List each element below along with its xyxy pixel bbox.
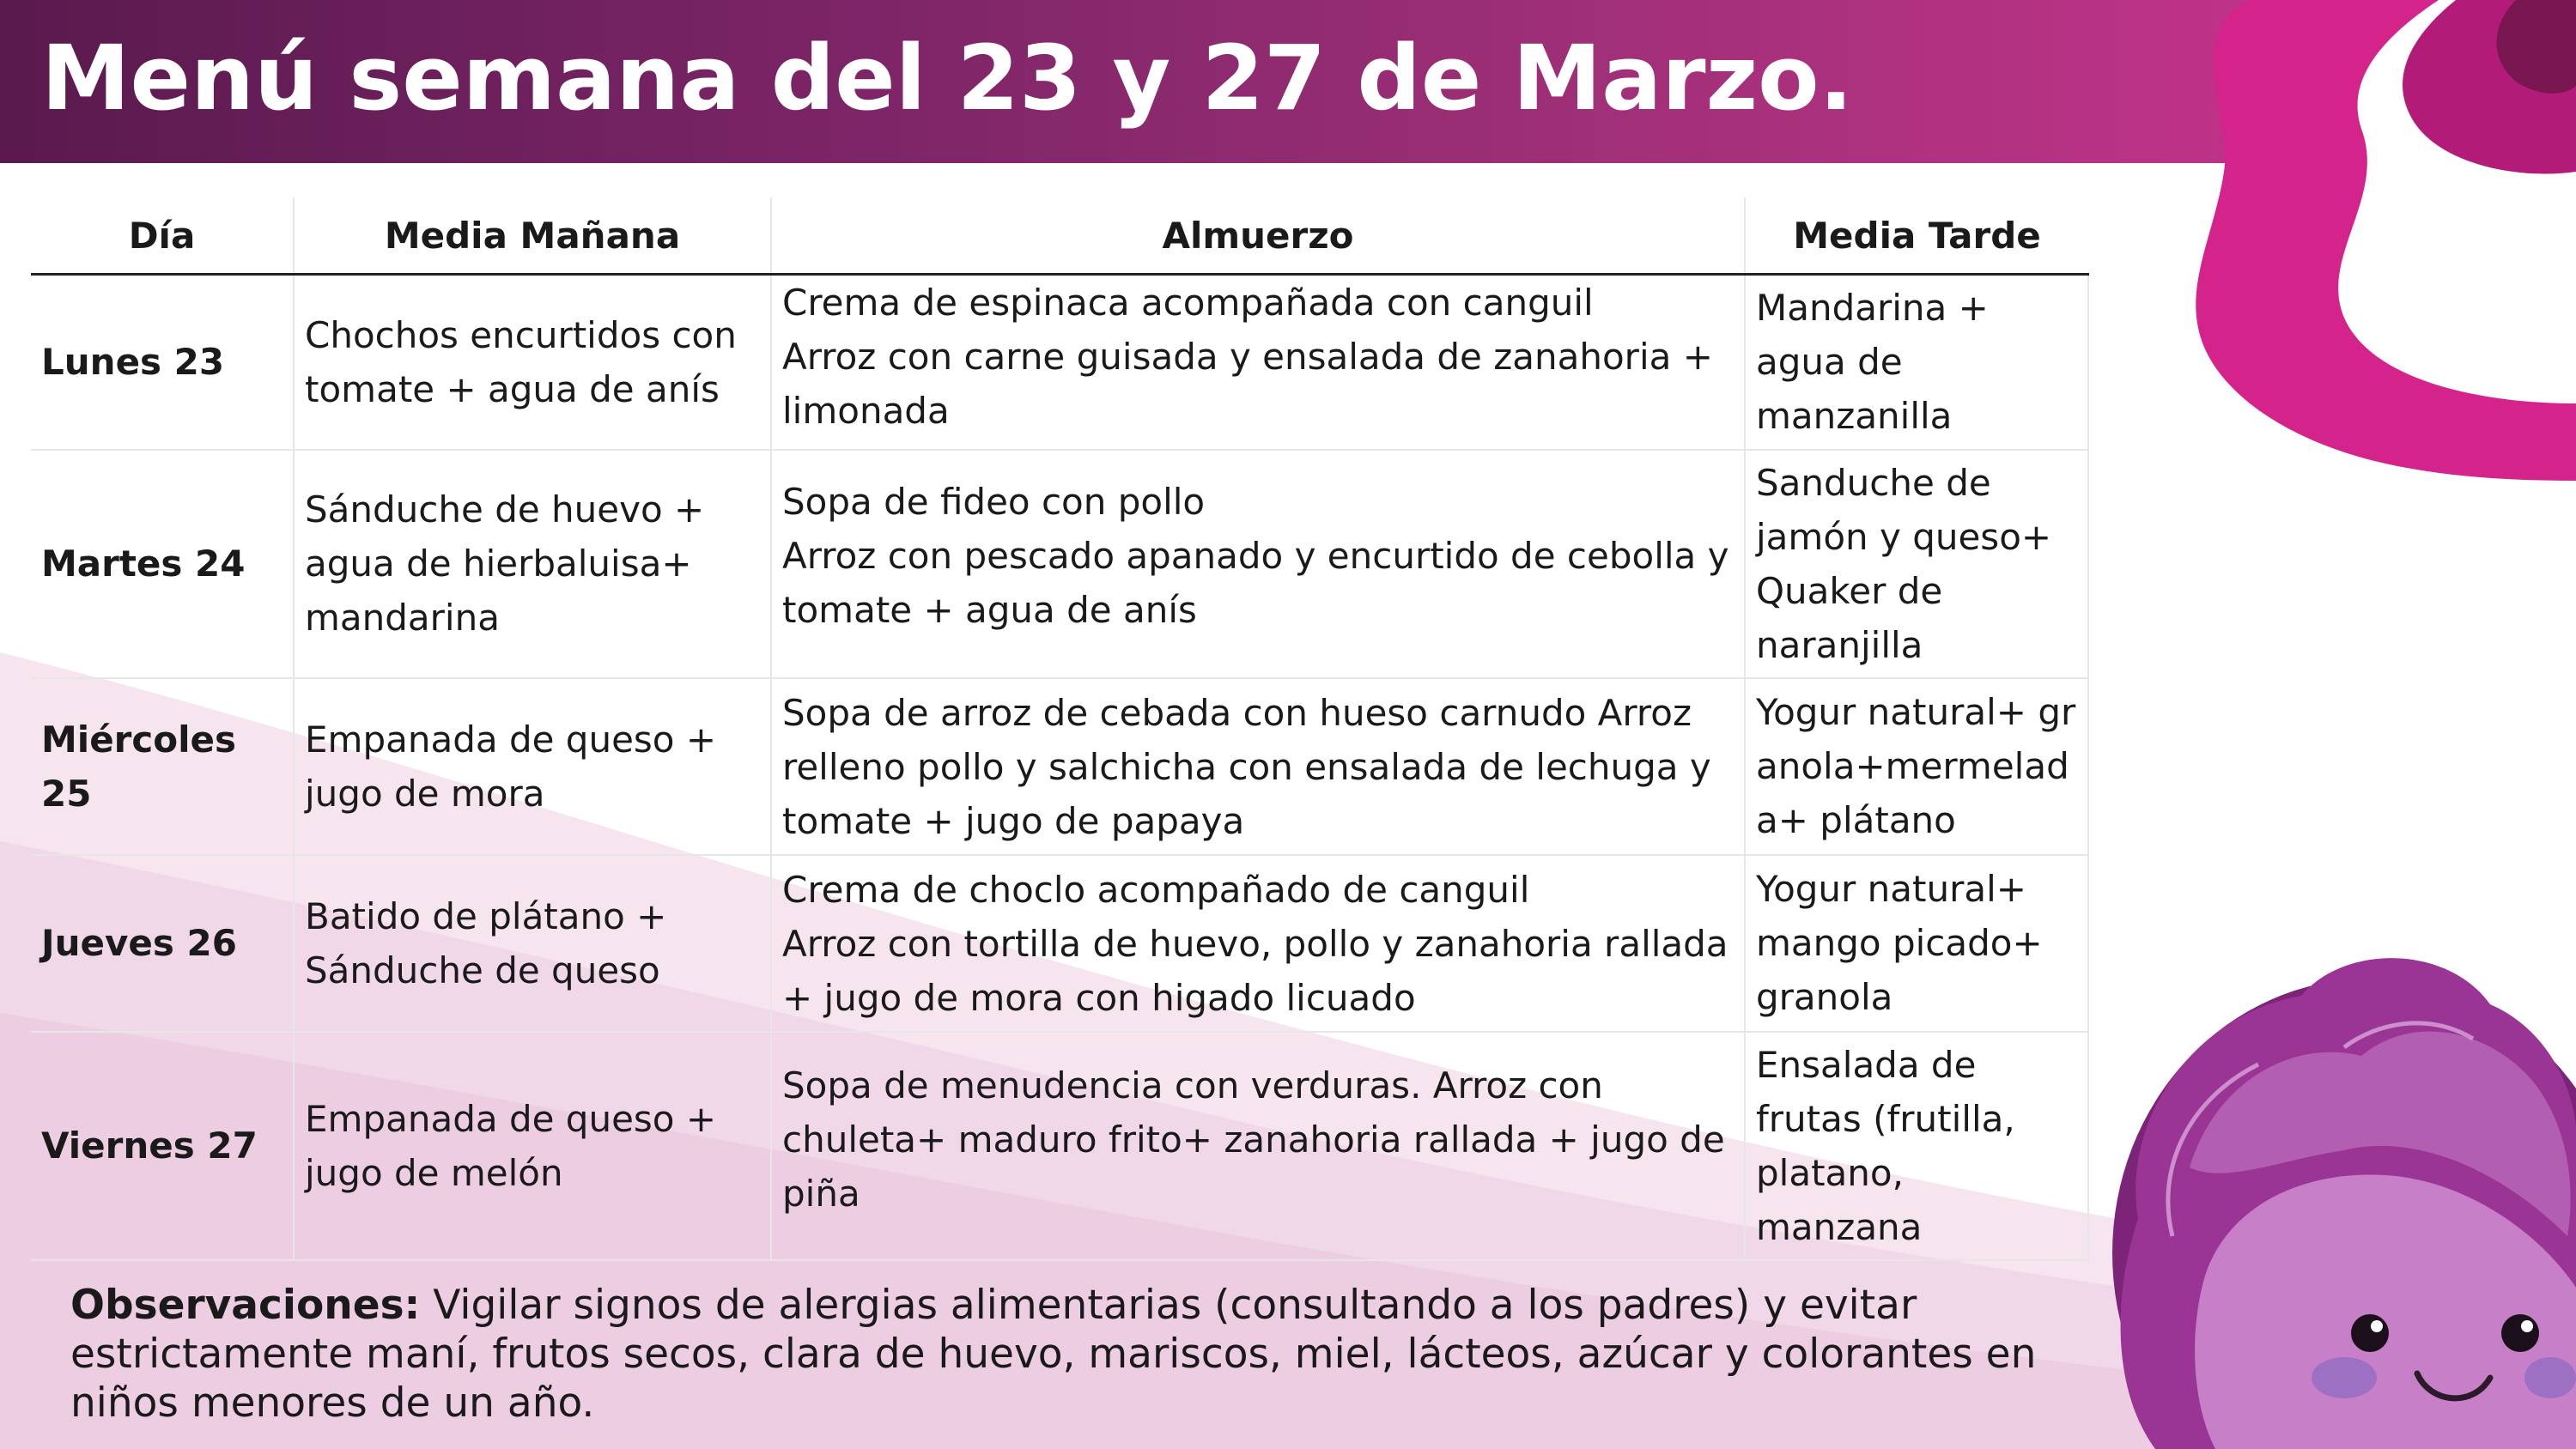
page-title: Menú semana del 23 y 27 de Marzo. [41, 26, 1854, 130]
afternoon-cell: Mandarina + agua de manzanilla [1745, 275, 2088, 450]
table-row [31, 855, 2088, 1032]
afternoon-cell: Sanduche de jamón y queso+ Quaker de naranjilla [1745, 450, 2088, 678]
lunch-cell: Crema de espinaca acompañada con canguil Arroz con carne guisada y ensalada de zanahoria + limonada [771, 275, 1745, 450]
lunch-cell: Crema de choclo acompañado de canguil Arroz con tortilla de huevo, pollo y zanahoria rallada + jugo de mora con higado licuado [771, 855, 1745, 1032]
lunch-cell: Sopa de arroz de cebada con hueso carnudo Arroz relleno pollo y salchicha con ensalada de lechuga y tomate + jugo de papaya [771, 678, 1745, 855]
afternoon-cell: Yogur natural+ mango picado+ granola [1745, 855, 2088, 1032]
day-cell: Lunes 23 [31, 275, 294, 450]
magenta-swirl-icon [2129, 0, 2576, 515]
table-row [31, 1032, 2088, 1260]
lunch-cell: Sopa de menudencia con verduras. Arroz con chuleta+ maduro frito+ zanahoria rallada + jugo de piña [771, 1032, 1745, 1260]
header-lunch: Almuerzo [771, 197, 1745, 275]
header-morning: Media Mañana [294, 197, 771, 275]
day-cell: Martes 24 [31, 450, 294, 678]
morning-cell: Chochos encurtidos con tomate + agua de anís [294, 275, 771, 450]
morning-cell: Empanada de queso + jugo de mora [294, 678, 771, 855]
table-row [31, 450, 2088, 678]
day-cell: Viernes 27 [31, 1032, 294, 1260]
day-cell: Jueves 26 [31, 855, 294, 1032]
morning-cell: Empanada de queso + jugo de melón [294, 1032, 771, 1260]
menu-table [31, 197, 2089, 1261]
afternoon-cell: Ensalada de frutas (frutilla, platano, manzana [1745, 1032, 2088, 1260]
table-row [31, 678, 2088, 855]
afternoon-cell: Yogur natural+ granola+mermelada+ plátano [1745, 678, 2088, 855]
table-row [31, 275, 2088, 450]
observations-text: Vigilar signos de alergias alimentarias (consultando a los padres) y evitar estrictamente maní, frutos secos, clara de huevo, mariscos, miel, lácteos, azúcar y colorantes en niños menores de un año. [70, 1282, 2037, 1427]
cabbage-character-icon [2087, 910, 2576, 1449]
morning-cell: Batido de plátano + Sánduche de queso [294, 855, 771, 1032]
observations-label: Observaciones: [70, 1282, 421, 1329]
morning-cell: Sánduche de huevo + agua de hierbaluisa+ mandarina [294, 450, 771, 678]
header-afternoon: Media Tarde [1745, 197, 2088, 275]
lunch-cell: Sopa de fideo con pollo Arroz con pescado apanado y encurtido de cebolla y tomate + agua de anís [771, 450, 1745, 678]
observations [70, 1281, 2045, 1428]
table-header-row [31, 197, 2088, 275]
header-day: Día [31, 197, 294, 275]
day-cell: Miércoles 25 [31, 678, 294, 855]
